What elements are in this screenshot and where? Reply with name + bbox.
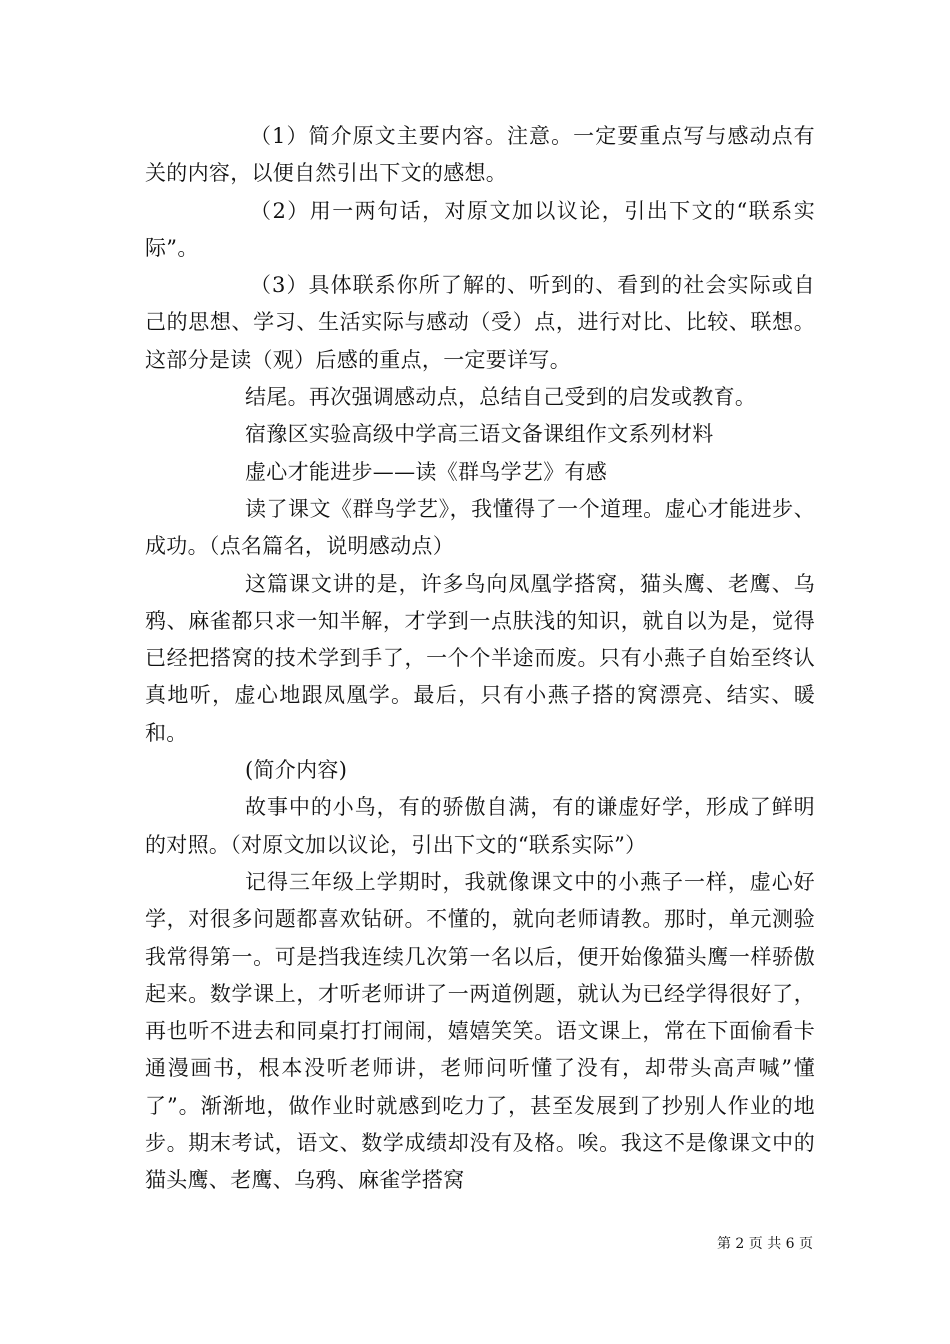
essay-paragraph-intro: 读了课文《群鸟学艺》，我懂得了一个道理。虚心才能进步、成功。（点名篇名，说明感动点）: [145, 496, 815, 559]
paragraph-step-2: （2）用一两句话，对原文加以议论，引出下文的“联系实际”。: [145, 198, 815, 260]
essay-paragraph-comment: 故事中的小鸟，有的骄傲自满，有的谦虚好学，形成了鲜明的对照。（对原文加以议论，引出下文的“联系实际”）: [145, 795, 815, 857]
essay-paragraph-summary: 这篇课文讲的是，许多鸟向凤凰学搭窝，猫头鹰、老鹰、乌鸦、麻雀都只求一知半解，才学到一点肤浅的知识，就自以为是，觉得已经把搭窝的技术学到手了，一个个半途而废。只有小燕子自始至终认真地听，虚心地跟凤凰学。最后，只有小燕子搭的窝漂亮、结实、暖和。: [145, 571, 815, 745]
paragraph-step-1: （1）简介原文主要内容。注意。一定要重点写与感动点有关的内容，以便自然引出下文的感想。: [145, 124, 815, 186]
page-number-footer: 第 2 页 共 6 页: [716, 1236, 814, 1252]
material-source-line: 宿豫区实验高级中学高三语文备课组作文系列材料: [245, 422, 714, 447]
body-text: [145, 118, 815, 1200]
essay-note-summary: (简介内容): [245, 758, 348, 783]
essay-title: 虚心才能进步——读《群鸟学艺》有感: [245, 459, 608, 484]
paragraph-step-3: （3）具体联系你所了解的、听到的、看到的社会实际或自己的思想、学习、生活实际与感动（受）点，进行对比、比较、联想。这部分是读（观）后感的重点，一定要详写。: [145, 273, 815, 372]
paragraph-ending: 结尾。再次强调感动点，总结自己受到的启发或教育。: [245, 385, 757, 410]
essay-paragraph-experience: 记得三年级上学期时，我就像课文中的小燕子一样，虚心好学，对很多问题都喜欢钻研。不懂的，就向老师请教。那时，单元测验我常得第一。可是挡我连续几次第一名以后，便开始像猫头鹰一样骄傲起来。数学课上，才听老师讲了一两道例题，就认为已经学得很好了，再也听不进去和同桌打打闹闹，嬉嬉笑笑。语文课上，常在下面偷看卡通漫画书，根本没听老师讲，老师问听懂了没有，却带头高声喊”懂了”。渐渐地，做作业时就感到吃力了，甚至发展到了抄别人作业的地步。期末考试，语文、数学成绩却没有及格。唉。我这不是像课文中的猫头鹰、老鹰、乌鸦、麻雀学搭窝: [145, 869, 815, 1193]
